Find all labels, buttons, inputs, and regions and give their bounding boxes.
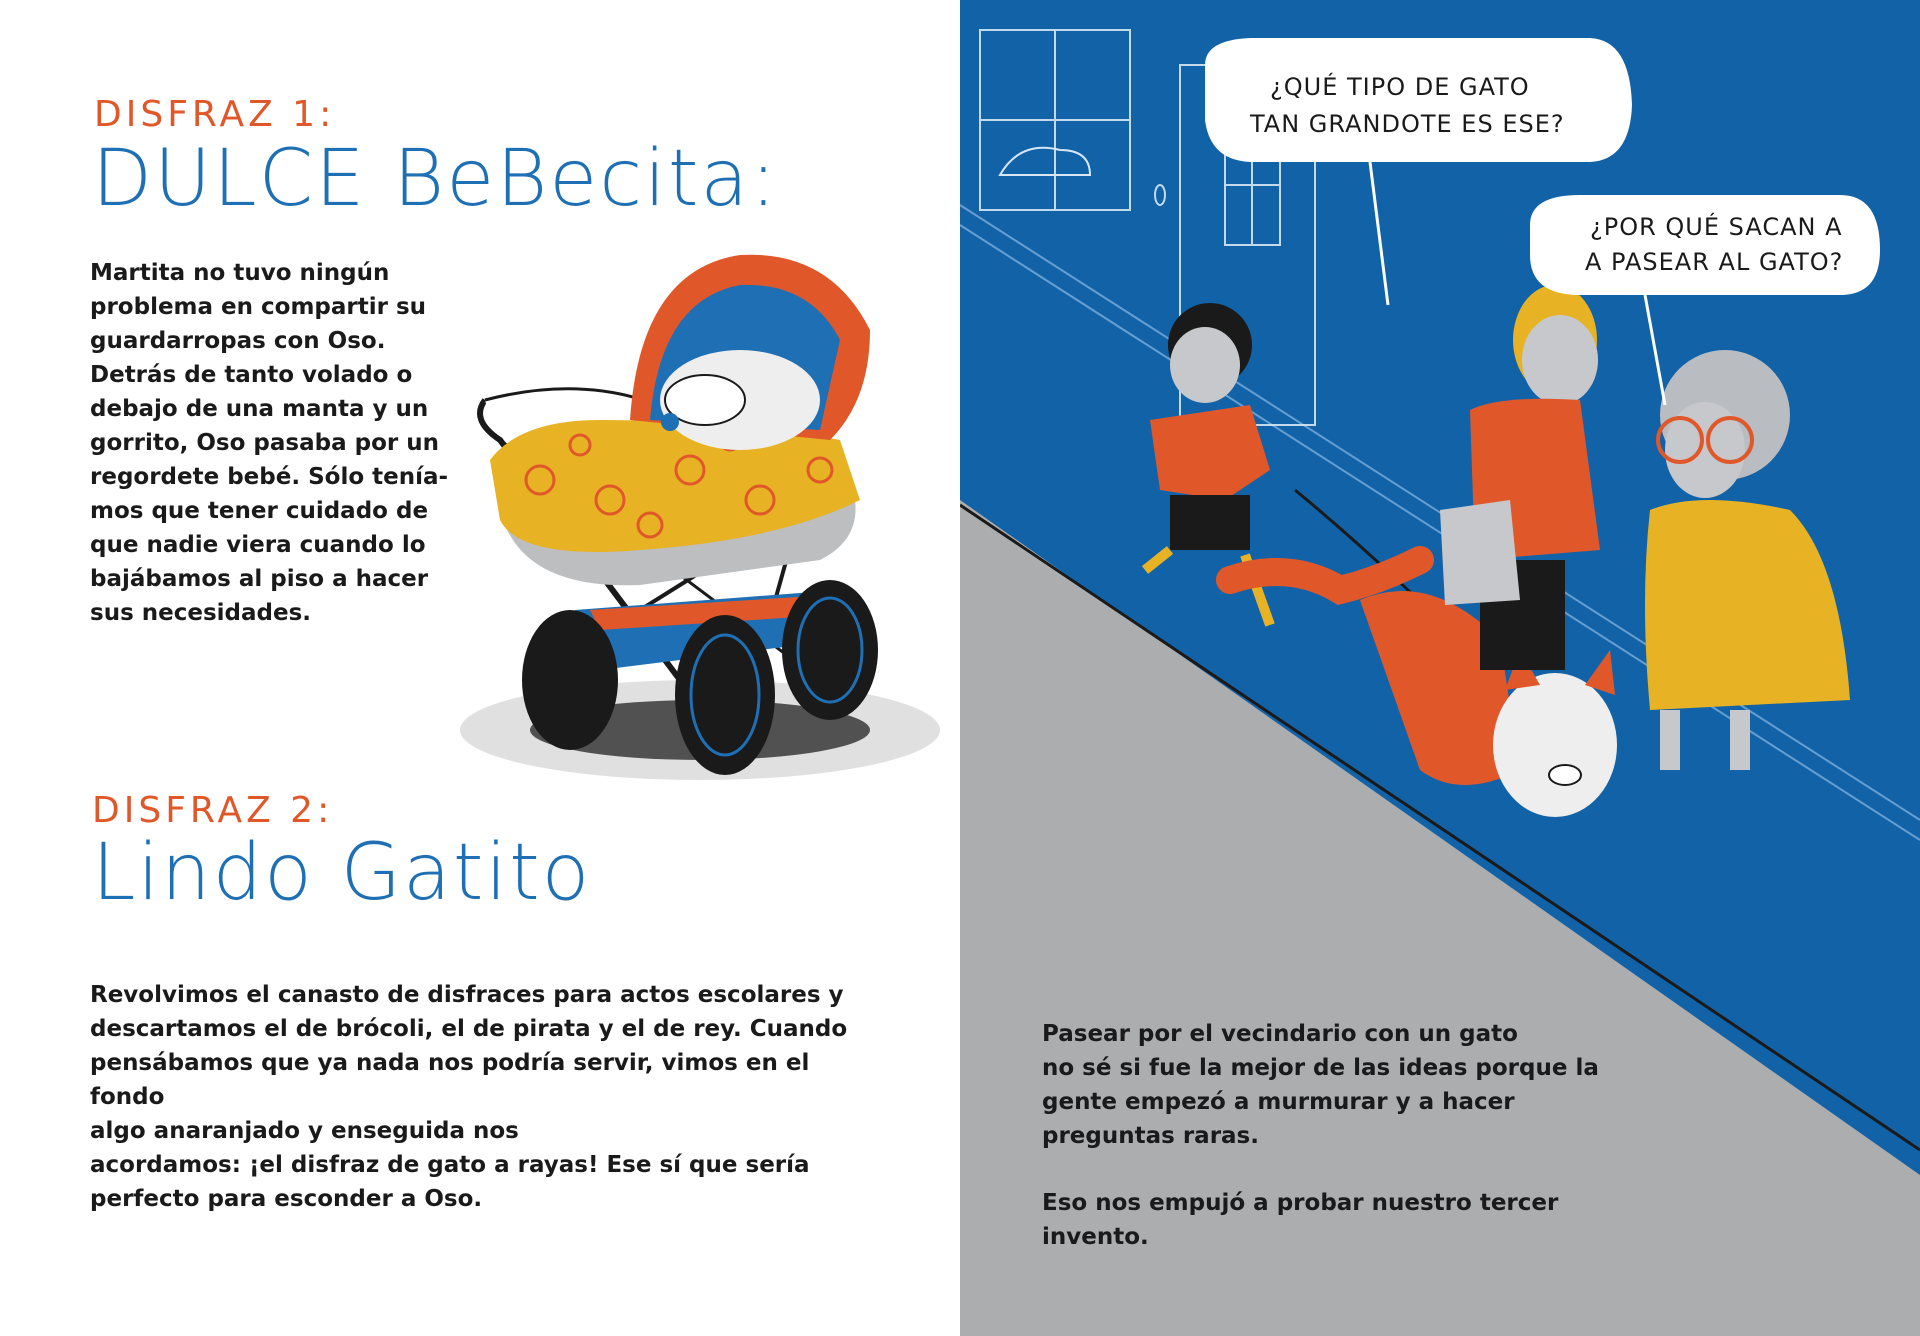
bubble1-line2: TAN GRANDOTE ES ESE? (1250, 110, 1565, 138)
costume2-label: DISFRAZ 2: (92, 790, 334, 831)
costume1-text: Martita no tuvo ningún problema en compartir su guardarropas con Oso. Detrás de tanto volado o debajo de una manta y un gorrito, Oso pasaba por un regordete bebé. Sólo tenía- mos que tener cuidado de que nadie viera cuando lo bajábamos al piso a hacer sus necesidades. (90, 260, 449, 626)
narration-2: Eso nos empujó a probar nuestro tercer invento. (1042, 1190, 1559, 1250)
stroller-illustration (0, 0, 960, 800)
costume1-title: DULCE BeBecita: (92, 134, 779, 224)
costume2-title: Lindo Gatito (92, 828, 592, 918)
costume2-text: Revolvimos el canasto de disfraces para actos escolares y descartamos el de brócoli, el de pirata y el de rey. Cuando pensábamos que ya nada nos podría servir, vimos en el fondo algo anaranjado y enseguida nos acordamos: ¡el disfraz de gato a rayas! Ese sí que sería perfecto para esconder a Oso. (90, 982, 848, 1212)
bubble2-line2: A PASEAR AL GATO? (1585, 248, 1844, 276)
costume1-label: DISFRAZ 1: (94, 94, 336, 135)
speech-bubble-2 (1530, 195, 1880, 295)
bubble2-line1: ¿POR QUÉ SACAN A (1590, 213, 1843, 241)
bubble1-line1: ¿QUÉ TIPO DE GATO (1270, 73, 1530, 101)
narration-1: Pasear por el vecindario con un gato no sé si fue la mejor de las ideas porque la gente empezó a murmurar y a hacer preguntas raras. (1042, 1021, 1599, 1149)
right-page (960, 0, 1920, 1336)
